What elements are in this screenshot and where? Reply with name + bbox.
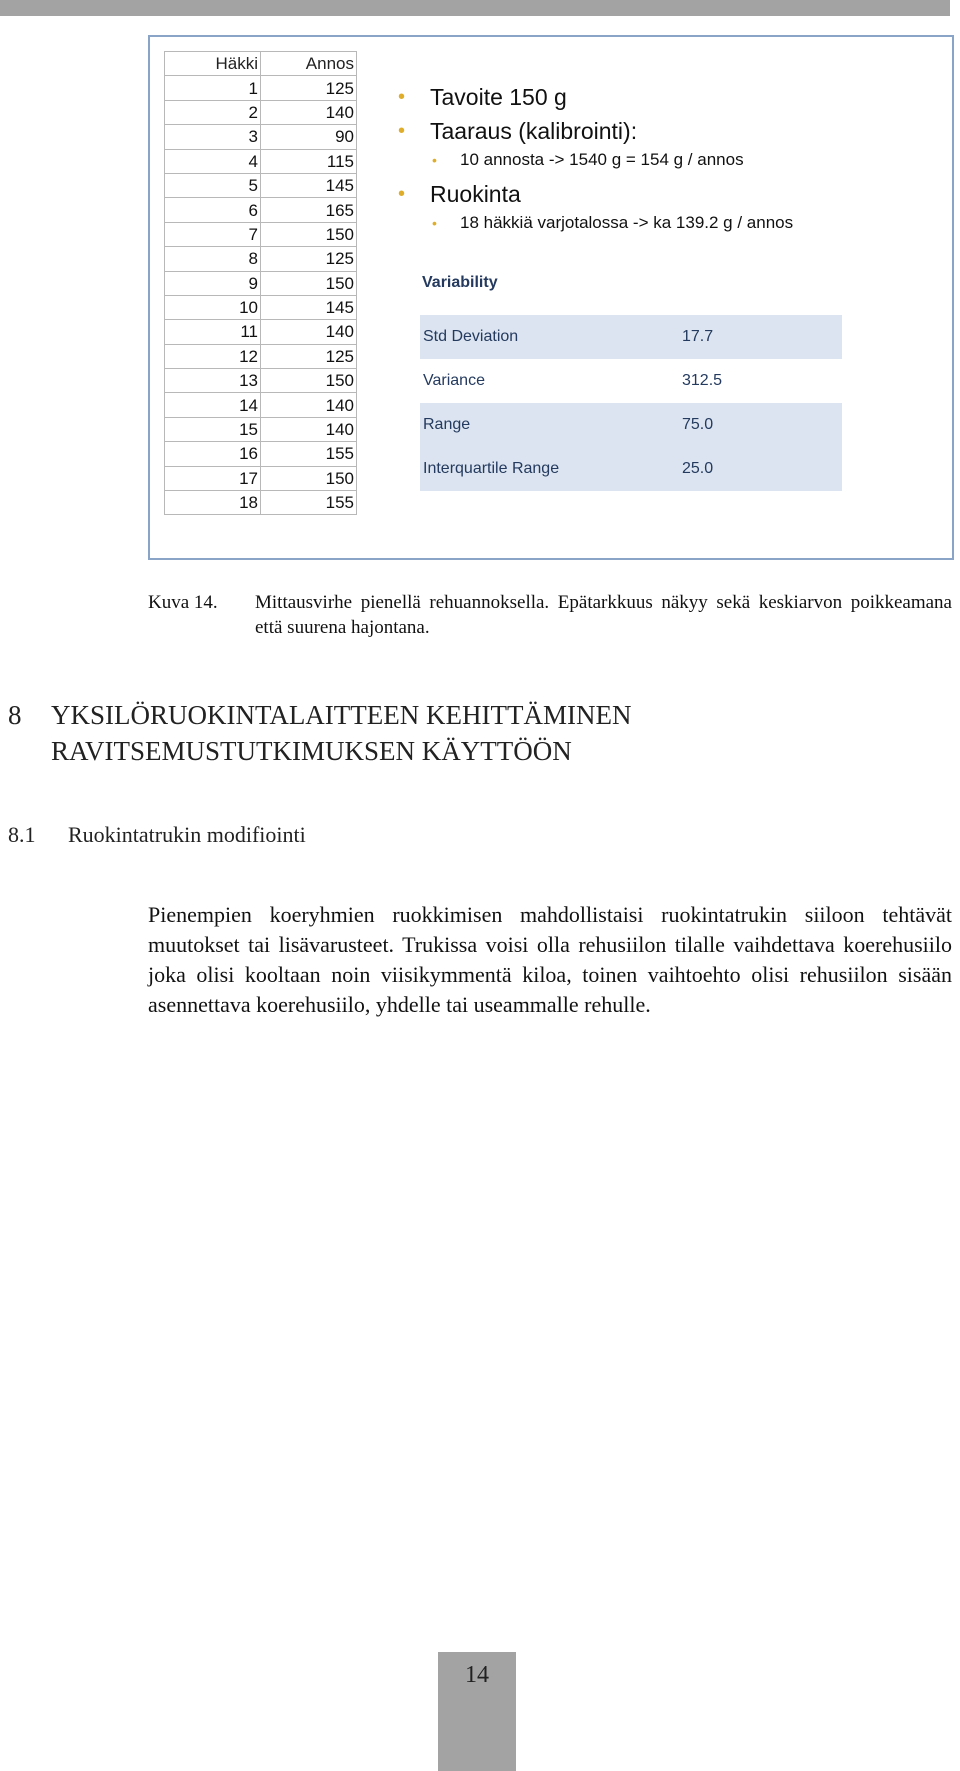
sub-bullet-text: 18 häkkiä varjotalossa -> ka 139.2 g / annos — [460, 213, 794, 232]
column-header-annos: Annos — [261, 52, 357, 76]
cell-annos: 125 — [261, 76, 357, 100]
variability-label: Range — [420, 403, 679, 447]
variability-value: 312.5 — [682, 372, 723, 389]
cell-annos: 150 — [261, 369, 357, 393]
cell-annos: 145 — [261, 173, 357, 197]
cell-annos: 150 — [261, 222, 357, 246]
variability-row — [420, 403, 842, 447]
cell-hakki: 11 — [165, 320, 261, 344]
table-row — [165, 247, 357, 271]
table-row — [165, 393, 357, 417]
table-row — [165, 149, 357, 173]
bullet-icon: • — [398, 120, 406, 142]
sub-bullet-text: 10 annosta -> 1540 g = 154 g / annos — [460, 150, 744, 169]
variability-label: Interquartile Range — [420, 447, 679, 491]
section-heading — [8, 697, 871, 769]
table-row — [165, 76, 357, 100]
cell-hakki: 14 — [165, 393, 261, 417]
variability-value: 17.7 — [679, 315, 842, 359]
cell-annos: 140 — [261, 100, 357, 124]
cell-annos: 140 — [261, 393, 357, 417]
bullet-target — [398, 85, 793, 109]
table-row — [165, 173, 357, 197]
table-row — [165, 222, 357, 246]
section-number: 8 — [8, 700, 22, 730]
hakki-annos-table — [164, 51, 357, 515]
bullet-text: Taaraus (kalibrointi): — [430, 118, 638, 144]
cell-annos: 155 — [261, 442, 357, 466]
table-row — [165, 320, 357, 344]
cell-hakki: 2 — [165, 100, 261, 124]
bullet-text: Tavoite 150 g — [430, 84, 567, 110]
sub-bullet-icon: • — [432, 215, 437, 231]
figure-caption — [148, 590, 952, 640]
table-row — [165, 466, 357, 490]
body-paragraph: Pienempien koeryhmien ruokkimisen mahdollistaisi ruokintatrukin siiloon tehtävät muutokset tai lisävarusteet. Trukissa voisi olla rehusiilon tilalle vaihdettava koerehusiilo joka olisi kooltaan noin viisikymmentä kiloa, toinen vaihtoehto olisi rehusiilon sisään asennettava koerehusiilo, yhdelle tai useammalle rehulle. — [148, 902, 952, 1017]
variability-title: Variability — [422, 274, 498, 291]
variability-table — [420, 315, 842, 491]
cell-hakki: 8 — [165, 247, 261, 271]
cell-annos: 140 — [261, 320, 357, 344]
caption-label: Kuva 14. — [148, 592, 218, 613]
variability-label: Std Deviation — [420, 315, 679, 359]
variability-label: Variance — [423, 372, 485, 389]
column-header-hakki: Häkki — [165, 52, 261, 76]
cell-hakki: 3 — [165, 125, 261, 149]
page-number-box — [438, 1652, 516, 1771]
cell-annos: 150 — [261, 271, 357, 295]
table-body — [165, 76, 357, 515]
table-row — [165, 125, 357, 149]
cell-annos: 155 — [261, 491, 357, 515]
table-row — [165, 271, 357, 295]
caption-text: Mittausvirhe pienellä rehuannoksella. Epätarkkuus näkyy sekä keskiarvon poikkeamana että suurena hajontana. — [255, 592, 952, 638]
variability-row — [420, 447, 842, 491]
bullet-icon: • — [398, 183, 406, 205]
cell-hakki: 7 — [165, 222, 261, 246]
bullet-calibration — [398, 119, 793, 143]
cell-annos: 140 — [261, 417, 357, 441]
cell-hakki: 12 — [165, 344, 261, 368]
table-row — [165, 491, 357, 515]
cell-hakki: 18 — [165, 491, 261, 515]
table-row — [165, 344, 357, 368]
cell-hakki: 5 — [165, 173, 261, 197]
table-header-row — [165, 52, 357, 76]
section-title: YKSILÖRUOKINTALAITTEEN KEHITTÄMINEN RAVITSEMUSTUTKIMUKSEN KÄYTTÖÖN — [51, 700, 632, 766]
cell-hakki: 1 — [165, 76, 261, 100]
cell-annos: 90 — [261, 125, 357, 149]
subsection-title: Ruokintatrukin modifiointi — [68, 822, 306, 847]
cell-hakki: 6 — [165, 198, 261, 222]
cell-annos: 165 — [261, 198, 357, 222]
figure-bullets — [398, 85, 793, 245]
page-number: 14 — [465, 1662, 489, 1688]
table-row — [165, 198, 357, 222]
subsection-number: 8.1 — [8, 822, 36, 847]
table-row — [165, 295, 357, 319]
cell-hakki: 10 — [165, 295, 261, 319]
cell-hakki: 17 — [165, 466, 261, 490]
bullet-text: Ruokinta — [430, 181, 521, 207]
figure-14 — [148, 35, 954, 560]
sub-bullet-feeding — [398, 213, 793, 233]
cell-hakki: 15 — [165, 417, 261, 441]
sub-bullet-icon: • — [432, 152, 437, 168]
cell-hakki: 16 — [165, 442, 261, 466]
cell-annos: 145 — [261, 295, 357, 319]
variability-row — [420, 359, 842, 403]
variability-row — [420, 315, 842, 359]
cell-hakki: 4 — [165, 149, 261, 173]
bullet-feeding — [398, 182, 793, 206]
bullet-icon: • — [398, 86, 406, 108]
table-row — [165, 100, 357, 124]
variability-value: 25.0 — [679, 447, 842, 491]
cell-hakki: 9 — [165, 271, 261, 295]
table-row — [165, 442, 357, 466]
cell-annos: 150 — [261, 466, 357, 490]
cell-annos: 125 — [261, 344, 357, 368]
sub-bullet-calibration — [398, 150, 793, 170]
table-row — [165, 369, 357, 393]
variability-value: 75.0 — [679, 403, 842, 447]
subsection-heading — [8, 822, 306, 848]
cell-annos: 115 — [261, 149, 357, 173]
cell-hakki: 13 — [165, 369, 261, 393]
cell-annos: 125 — [261, 247, 357, 271]
table-row — [165, 417, 357, 441]
header-bar — [0, 0, 950, 16]
